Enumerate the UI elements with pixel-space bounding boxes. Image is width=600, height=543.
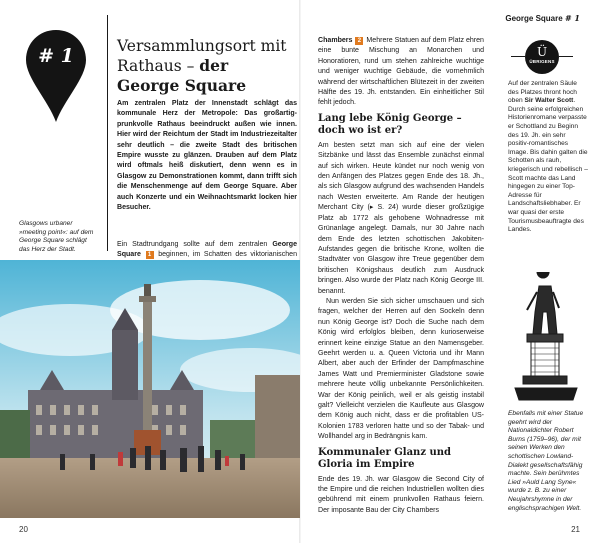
lead-paragraph: Am zentralen Platz der Innenstadt schlägt das kommunale Herz der Metropole: Das großartig-prunkvolle Rathaus beeindruckt außen wie innen. Hier wird der Reichtum der Stadt im Industriezeitalter sehr deutlich – die zweite Stadt des britischen Empire wusste zu glänzen. Drauben auf dem Platz wird oftmals heiß diskutiert, denn wenn es in Glasgow zu Demonstrationen kommt, dann trifft sich die Menschenmenge auf dem George Square. Aber auch Konzerte und ein Weihnachtsmarkt locken hier Besucher. (117, 100, 297, 212)
george-square-bold: George Square (117, 241, 297, 259)
map-marker-2: 2 (355, 37, 363, 45)
location-number: # 1 (38, 45, 74, 67)
running-head-title: George Square (505, 14, 563, 23)
location-pin-icon (26, 30, 86, 122)
vertical-rule (107, 15, 108, 251)
title-line-2: Rathaus – (117, 57, 195, 75)
column-text-1: Mehrere Statuen auf dem Platz ehren eine bunte Mischung an Monarchen und Honoratioren, rund um stehen zahlreiche wuchtige und weniger wuchtige Gebäude, die vornehmlich während der wirtschaftlichen Blütezeit in der zweiten Hälfte des 19. Jh. entstanden. Ein einheitlicher Stil fehlt jedoch. (318, 37, 484, 107)
page-number-right: 21 (571, 525, 580, 534)
walter-scott-bold: Sir Walter Scott (524, 97, 574, 105)
title-bold: der George Square (117, 56, 247, 95)
badge-letter: Ü (536, 45, 548, 59)
column-paragraph-1 (318, 36, 484, 109)
subheading-empire: Kommunaler Glanz und Gloria im Empire (318, 446, 452, 471)
chambers-bold: Chambers (318, 37, 353, 44)
map-marker-1: 1 (146, 251, 154, 259)
column-paragraph-3: Nun werden Sie sich sicher umschauen und sich fragen, welcher der Herren auf den Sockeln denn nun König George ist? Doch die Suche nach dem König wird erfolglos bleiben, denn kurioserweise erinnert keine einzige Statue an den Namensgeber. Geehrt werden u. a. Queen Victoria und ihr Mann Albert, aber auch der Erfinder der Dampfmaschine James Watt und Premierminister Gladstone sowie mehrere heute völlig unbekannte Persönlichkeiten. War der König peinlich, weil er als geistig instabil galt? Vielleicht verzielen die Kaufleute aus Glasgow dem König auch nicht, dass er die profitablen US-Kolonien 1783 verloren hatte und so der Tabak- und Wollhandel arg in Bedrängnis kam. (318, 297, 484, 441)
column-paragraph-4: Ende des 19. Jh. war Glasgow die Second City of the Empire und die reichen Industriellen wollten dies gebührend mit einem prunkvollen Rathaus feiern. Der imposante Bau der City Chambers (318, 475, 484, 514)
running-head (505, 13, 580, 23)
uebrigens-badge-icon (525, 40, 559, 74)
column-paragraph-2: Am besten setzt man sich auf eine der vielen Sitzbänke und lässt das Ensemble zunächst einmal auf sich wirken. Heute kündet nur noch wenig von den Anfängen des Platzes gegen Ende des 18. Jh., als sich Glasgow aufgrund des wachsenden Handels nach Westen erweiterte. Am Rande der heutigen Merchant City (▸ S. 24) wurde dieser großzügige Platz ab 1772 als gehobene Wohnadresse mit Grünanlage angelegt. Damals, nur 30 Jahre nach dem Ende des letzten schottischen Jakobiten-Aufstandes gegen die britische Krone, wollten die Stadtväter von Glasgow ihre Treue gegenüber dem britischen Königshaus deutlich zum Ausdruck bringen. Also wurde der Platz nach König George III. benannt. (318, 141, 484, 295)
subheading-king-george: Lang lebe König George – doch wo ist er? (318, 112, 462, 137)
main-column (318, 36, 484, 516)
photo-caption: Glasgows urbaner »meeting point«: auf dem George Square schlägt das Herz der Stadt. (19, 220, 94, 253)
badge-rule-left (511, 56, 525, 57)
badge-label: ÜBRIGENS (529, 59, 555, 64)
chapter-title (117, 37, 292, 96)
statue-caption: Ebenfalls mit einer Statue geehrt wird der Nationaldichter Robert Burns (1759–96), der mit seinen Werken den schottischen Lowland-Dialekt gesellschaftsfähig machte. Sein berühmtes Lied »Auld Lang Syne« wurde z. B. zu einer Neujahrshymne in der englischsprachigen Welt. (508, 410, 584, 512)
page-number-left: 20 (19, 525, 28, 534)
sidebar-text-2: . Durch seine erfolgreichen Historienromane verpasste er Schottland zu Beginn des 19. Jh. ein sehr positiv-romantisches Image. Bis dahin galten die Schotten als rauh, kriegerisch und rebellisch – Scott machte das Land hingegen zu einer Top-Adresse für Landschaftsliebhaber. Er war quasi der erste Tourismusbeauftragte des Landes. (508, 97, 588, 234)
intro-text-2: beginnen, im Schatten des viktorianischen (158, 251, 297, 259)
running-head-number: # 1 (564, 13, 580, 23)
sidebar-text-1: Auf der zentralen Säule des Platzes thront hoch oben (508, 80, 577, 105)
badge-rule-right (559, 56, 573, 57)
george-square-photo (0, 260, 300, 518)
burns-statue-illustration (513, 272, 579, 404)
intro-text-1: Ein Stadtrundgang sollte auf dem zentralen (117, 241, 268, 248)
sidebar-note (508, 80, 588, 235)
title-line-1: Versammlungsort mit (117, 37, 287, 55)
